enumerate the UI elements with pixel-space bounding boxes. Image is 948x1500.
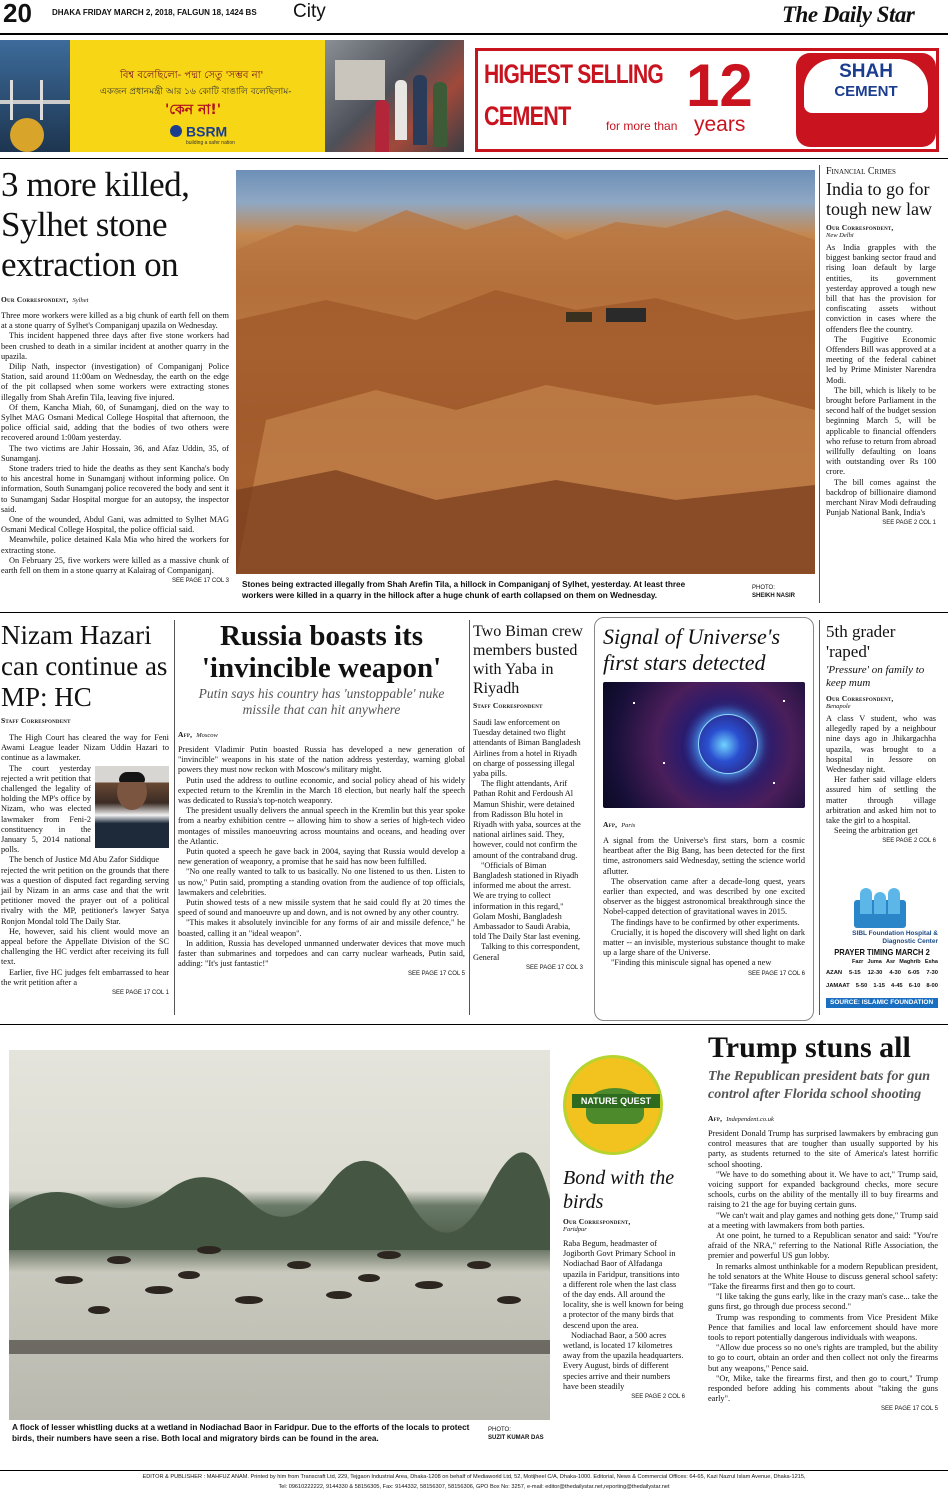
nizam-p6: Earlier, five HC judges felt embarrassed to hear the writ petition after a	[1, 967, 169, 987]
sylhet-p3: Dilip Nath, inspector (investigation) of Companiganj Police Station, said around 11:00am on Wednesday, the earth on the edge of the pit collapsed when some workers were extracting stones illegally from Shah Arefin Tila, leaving five injured.	[1, 362, 229, 402]
col-rule-1	[819, 165, 820, 603]
bsrm-logo	[170, 122, 235, 146]
india-byline: Our Correspondent,	[826, 223, 894, 232]
universe-byline: Afp,	[603, 820, 618, 829]
birds-credit-label: PHOTO:	[488, 1427, 511, 1433]
universe-p3: The findings have to be confirmed by other experiments.	[611, 917, 800, 927]
india-body	[826, 243, 936, 518]
sylhet-headline: 3 more killed, Sylhet stone extraction on	[1, 165, 190, 284]
prayer-header-fazr: Fazr	[852, 959, 864, 965]
nizam-byline: Staff Correspondent	[1, 716, 71, 725]
cement-line2: CEMENT	[484, 101, 571, 131]
universe-story	[594, 617, 814, 1021]
quarry-credit-label: PHOTO:	[752, 585, 775, 591]
nizam-p1: The High Court has cleared the way for Feni Awami League leader Nizam Uddin Hazari to continue as a lawmaker.	[1, 733, 169, 763]
shah-cement-ad[interactable]	[475, 48, 939, 152]
sylhet-p8: Meanwhile, police detained Kala Mia who hired the workers for extracting stone.	[1, 535, 229, 555]
grader-p1: A class V student, who was allegedly raped by a neighbour nine days ago in Jhikargachha upazila, was brought to a hospital in Jessore on Wednesday night.	[826, 714, 936, 775]
trump-story	[708, 1030, 938, 1412]
cement-for-more-than: for more than	[606, 119, 678, 133]
prayer-jamaat-juma: 1-15	[873, 983, 886, 989]
prayer-jamaat-row	[826, 983, 938, 989]
india-headline: India to go for tough new law	[826, 179, 932, 219]
universe-byline-place: Paris	[621, 822, 636, 829]
russia-byline-place: Moscow	[196, 732, 218, 739]
russia-body	[178, 745, 465, 969]
cement-years: years	[694, 113, 746, 136]
india-kicker: Financial Crimes	[826, 166, 896, 177]
trump-deck: The Republican president bats for gun control after Florida school shooting	[708, 1069, 931, 1102]
bsrm-tagline: building a safer nation	[186, 140, 235, 146]
nizam-p4: rejected the writ petition on the grounds that there was a question of disputed fact regarding serving jail by Nizam in an arms case and that the writ petitioner moved the prayer out of a political rivalry with the MP, petitioner's lawyer Satya Ronjon Mondal told The Daily Star.	[1, 865, 169, 926]
imprint-line-2: Tel: 09610222222, 9144330 & 58156305, Fax: 9144332, 58156307, 58156306, GPO Box No: 3257, e-mail: editor@thedailystar.net,reporting@thedailystar.net	[278, 1484, 670, 1490]
biman-headline: Two Biman crew members busted with Yaba in Riyadh	[473, 623, 583, 697]
lower-rule	[0, 1024, 948, 1025]
prayer-azan-row	[826, 970, 938, 976]
grader-see-page[interactable]: SEE PAGE 2 COL 6	[882, 838, 936, 845]
universe-p1: A signal from the Universe's first stars, born a cosmic heartbeat after the Big Bang, has been detected for the first time, astronomers said Wednesday, setting the science world aflutter.	[603, 836, 805, 876]
sylhet-see-page[interactable]: SEE PAGE 17 COL 3	[171, 578, 229, 585]
universe-see-page[interactable]: SEE PAGE 17 COL 6	[747, 970, 805, 977]
imprint-line-1: EDITOR & PUBLISHER : MAHFUZ ANAM. Printed by him from Transcraft Ltd, 229, Tejgaon Industrial Area, Dhaka-1208 on behalf of Mediaworld Ltd, 52, Motijheel C/A, Dhaka-1000. Editorial, News & Commercial Offices: 64-65, Kazi Nazrul Islam Avenue, Dhaka-1215,	[142, 1474, 806, 1480]
grader-byline-place: Benapole	[826, 703, 851, 710]
masthead-rule	[0, 33, 948, 35]
grader-p3: Seeing the arbitration get	[834, 826, 918, 836]
col-rule-3	[469, 620, 470, 1015]
trump-p9: "Or, Mike, take the firearms first, and then go to court," Trump responded before adding his comments about "taking the guns early".	[708, 1373, 938, 1404]
shah-logo-brand2: CEMENT	[834, 83, 898, 100]
birds-p1: Raba Begum, headmaster of Jogiborth Govt Primary School in Nodiachad Baor of Alfadanga upazila in Faridpur, transitions into a different role when the last class of the day ends. All around the locality, she is well known for being a protector of the many birds that descend upon the area.	[563, 1239, 684, 1330]
nizam-story	[1, 620, 169, 996]
shah-logo	[796, 53, 936, 147]
grader-byline: Our Correspondent,	[826, 694, 894, 703]
paper-name: The Daily Star	[782, 2, 915, 27]
grader-p2: Her father said village elders assured him of settling the matter through village arbitration and asked him not to take the girl to a hospital.	[826, 775, 936, 826]
russia-headline-2: 'invincible weapon'	[201, 652, 442, 684]
russia-p1: President Vladimir Putin boasted Russia has developed a new generation of "invincible" weapons in his state of the nation address yesterday, warning global powers they must now reckon with Moscow's military might.	[178, 745, 465, 775]
bsrm-bengali-line3: 'কেন না!'	[165, 102, 222, 118]
prayer-jamaat-esha: 8-00	[926, 983, 938, 989]
russia-see-page[interactable]: SEE PAGE 17 COL 5	[407, 971, 465, 978]
universe-p2: The observation came after a decade-long quest, years earlier than expected, and was described by one excited observer as the biggest astronomical breakthrough since the Nobel-capped detection of gravitational waves in 2015.	[603, 876, 805, 917]
sylhet-p1: Three more workers were killed as a big chunk of earth fell on them at a stone quarry of Sylhet's Companiganj upazila on Wednesday.	[1, 311, 229, 331]
bridge-graphic	[0, 40, 70, 152]
prayer-jamaat-asr: 4-45	[891, 983, 903, 989]
birds-credit-name: SUZIT KUMAR DAS	[488, 1435, 544, 1441]
nizam-body	[1, 733, 169, 988]
russia-headline-1: Russia boasts its	[219, 620, 424, 652]
bsrm-brand: BSRM	[186, 123, 228, 140]
sylhet-p4: Of them, Kancha Miah, 60, of Sunamganj, died on the way to Sylhet MAG Osmani Medical College Hospital that afternoon, the police official said, adding that the bodies of two others were recovered around 1:00am yesterday.	[1, 402, 229, 443]
cement-line1: HIGHEST SELLING	[484, 59, 664, 89]
nizam-p3: The bench of Justice Md Abu Zafor Siddique	[9, 855, 160, 865]
grader-story	[826, 622, 936, 844]
birds-drawing	[9, 1050, 550, 1420]
india-p1: As India grapples with the biggest banking sector fraud and rising loan default by large entities, its government yesterday approved a tough new bill that has the provision for confiscating assets without conviction in cases where the offenders flee the country.	[826, 243, 936, 334]
page-number: 20	[3, 0, 32, 28]
trump-byline: Afp,	[708, 1114, 723, 1123]
quarry-credit-name: SHEIKH NASIR	[752, 593, 796, 599]
russia-p3: The president usually delivers the annual speech in the Kremlin but this year spoke from a nearby exhibition centre -- allowing him to show a series of high-tech video montages of missiles manoeuvring across mountains and oceans, and heading over the Atlantic.	[178, 806, 465, 846]
quarry-credit	[752, 584, 812, 600]
india-story	[826, 166, 936, 526]
shah-logo-brand1: SHAH	[839, 61, 893, 82]
russia-p2: Putin used the address to outline economic, and social policy ahead of his widely expected return to the Kremlin in the March 18 election, but nearly half the speech was dedicated to Russia's top-notch weaponry.	[178, 775, 465, 806]
biman-p4: Talking to this correspondent, General	[473, 942, 580, 962]
birds-caption: A flock of lesser whistling ducks at a wetland in Nodiachad Baor in Faridpur. Due to the efforts of the locals to protect birds, their numbers have seen a rise. Both local and migratory birds can be found in the area.	[12, 1423, 470, 1443]
prayer-header-asr: Asr	[885, 959, 896, 965]
russia-p6: Putin showed tests of a new missile system that he said could fly at 20 times the speed of sound and manoeuvre up and down, and is not owned by any other country.	[178, 898, 465, 918]
russia-story	[178, 620, 465, 977]
dateline: DHAKA FRIDAY MARCH 2, 2018, FALGUN 18, 1424 BS	[52, 8, 257, 17]
prayer-jamaat-label: JAMAAT	[826, 983, 850, 989]
grader-body	[826, 714, 936, 836]
prayer-source: SOURCE: ISLAMIC FOUNDATION	[826, 998, 938, 1008]
sylhet-p2: This incident happened three days after five stone workers had been crushed to death in a similar incident at another quarry in the upazila.	[1, 331, 229, 361]
universe-p4: Crucially, it is hoped the discovery will shed light on dark matter -- an invisible, mysterious substance thought to make up a large share of the Universe.	[603, 927, 805, 958]
sylhet-byline-place: Sylhet	[72, 297, 89, 304]
prayer-headers	[852, 959, 938, 965]
footer-rule	[0, 1470, 948, 1471]
trump-see-page[interactable]: SEE PAGE 17 COL 5	[880, 1406, 938, 1413]
trump-headline: Trump stuns all	[708, 1031, 911, 1064]
prayer-azan-juma: 12-30	[867, 970, 883, 976]
universe-image	[603, 682, 805, 808]
nizam-portrait	[95, 766, 169, 848]
hospital-logo	[854, 888, 906, 928]
grader-deck: 'Pressure' on family to keep mum	[826, 664, 925, 689]
prayer-azan-asr: 4-30	[889, 970, 901, 976]
sylhet-p5: The two victims are Jahir Hossain, 36, and Afaz Uddin, 35, of Sunamganj.	[1, 443, 229, 463]
trump-body	[708, 1129, 938, 1404]
nizam-p5: He, however, said his client would move an appeal before the Appellate Division of the SC challenging the HC verdict after receiving its full text.	[1, 926, 169, 967]
sylhet-p7: One of the wounded, Abdul Gani, was admitted to Sylhet MAG Osmani Medical College Hospital, the police official said.	[1, 515, 229, 535]
biman-body	[473, 718, 583, 963]
nizam-headline: Nizam Hazari can continue as MP: HC	[1, 620, 168, 712]
trump-p1: President Donald Trump has surprised lawmakers by embracing gun control measures that are tougher than usually supported by his party, as students returned to the site of America's latest horrific school shooting.	[708, 1129, 938, 1169]
russia-p7: "This makes it absolutely invincible for any forms of air and missile defence," he boasted, calling it an "ideal weapon".	[178, 918, 465, 938]
birds-byline: Our Correspondent,	[563, 1217, 631, 1226]
universe-headline: Signal of Universe's first stars detected	[603, 624, 781, 675]
trump-p4: At one point, he turned to a Republican senator and said: "You're afraid of the NRA," referring to the National Rifle Association, the premier and powerful US gun lobby.	[708, 1231, 938, 1261]
india-p3: The bill, which is likely to be brought before Parliament in the second half of the budget session beginning March 5, will be applicable to financial offenders who refuse to return from abroad willfully defaulting on loans with outstanding over Rs 100 crore.	[826, 385, 936, 477]
trump-p7: Trump was responding to comments from Vice President Mike Pence that families and local law enforcement should have more tools to report potentially dangerous individuals with weapons.	[708, 1312, 938, 1343]
india-p2: The Fugitive Economic Offenders Bill was approved at a meeting of the federal cabinet led by Prime Minister Narendra Modi.	[826, 334, 936, 385]
russia-deck: Putin says his country has 'unstoppable' nuke missile that can hit anywhere	[198, 686, 445, 717]
prayer-box	[826, 868, 938, 1018]
prayer-azan-label: AZAN	[826, 970, 843, 976]
nizam-p2: The court yesterday rejected a writ petition that challenged the legality of holding the MP's office by Nizam, who was elected lawmaker from Feni-2 constituency in the January 5, 2014 national polls.	[1, 763, 91, 855]
biman-byline: Staff Correspondent	[473, 701, 543, 710]
trump-p3: "We can't wait and play games and nothing gets done," Trump said at a meeting with lawmakers from both parties.	[708, 1210, 938, 1230]
russia-p4: Putin quoted a speech he gave back in 2004, saying that Russia would develop a new generation of weaponry, a promise that he said has now been fulfilled.	[178, 847, 465, 867]
sylhet-p9: On February 25, five workers were killed as a massive chunk of earth fell on them in a stone quarry at Kalairag of Companiganj.	[1, 555, 229, 576]
russia-byline: Afp,	[178, 730, 193, 739]
biman-p3: "Officials of Biman Bangladesh stationed in Riyadh informed me about the arrest. We are trying to collect information in this regard," Golam Moshi, Bangladesh Ambassador to Saudi Arabia, told The Daily Star last evening.	[473, 860, 581, 942]
prayer-azan-maghrib: 6-05	[907, 970, 920, 976]
ad-photo	[325, 40, 464, 152]
col-rule-4	[819, 620, 820, 1015]
prayer-header-esha: Esha	[924, 959, 938, 965]
universe-p5: "Finding this miniscule signal has opened a new	[611, 958, 772, 968]
ad-rule	[0, 158, 948, 159]
bsrm-ad[interactable]	[0, 40, 464, 152]
prayer-jamaat-maghrib: 6-10	[908, 983, 921, 989]
bsrm-yellow-panel	[70, 40, 325, 152]
cement-number: 12	[686, 52, 753, 119]
birds-body	[563, 1239, 685, 1392]
india-see-page[interactable]: SEE PAGE 2 COL 1	[882, 520, 936, 527]
quarry-drawing	[236, 170, 815, 574]
prayer-azan-esha: 7-30	[926, 970, 938, 976]
prayer-azan-fazr: 5-15	[849, 970, 861, 976]
birds-credit	[488, 1426, 558, 1442]
universe-body	[603, 836, 805, 969]
col-rule-2	[174, 620, 175, 1015]
mid-rule	[0, 612, 948, 613]
sylhet-body	[1, 311, 229, 576]
prayer-sponsor: SIBL Foundation Hospital & Diagnostic Center	[852, 930, 938, 945]
biman-story	[473, 622, 583, 971]
prayer-header-maghrib: Maghrib	[899, 959, 921, 965]
nature-quest-logo	[563, 1055, 663, 1155]
birds-see-page[interactable]: SEE PAGE 2 COL 6	[631, 1394, 685, 1401]
trump-p8: "Allow due process so no one's rights are trampled, but the ability to go to court, obtain an order and then collect not only the firearms but any weapons," Pence said.	[708, 1343, 938, 1373]
prayer-title: PRAYER TIMING MARCH 2	[834, 948, 930, 957]
birds-p2: Nodiachad Baor, a 500 acres wetland, is located 17 kilometres away from the upazila headquarters. Every August, birds of different species arrive and their numbers have been steadily	[563, 1330, 684, 1391]
birds-headline: Bond with the birds	[563, 1167, 675, 1213]
birds-byline-place: Faridpur	[563, 1226, 587, 1233]
nizam-see-page[interactable]: SEE PAGE 17 COL 1	[111, 990, 169, 997]
bsrm-bengali-line1: বিশ্ব বলেছিলো- পদ্মা সেতু 'সম্ভব না'	[120, 70, 264, 81]
biman-see-page[interactable]: SEE PAGE 17 COL 3	[525, 964, 583, 971]
bsrm-bengali-line2: একজন প্রধানমন্ত্রী আর ১৬ কোটি বাঙালি বলেছিলাম-	[100, 87, 292, 97]
section-name: City	[293, 1, 326, 22]
prayer-jamaat-fazr: 5-50	[855, 983, 868, 989]
trump-p6: "I like taking the guns early, like in the crazy man's case... take the guns first, go through due process second."	[708, 1292, 938, 1312]
birds-photo	[9, 1050, 550, 1420]
trump-p2: "We have to do something about it. We have to act," Trump said, voicing support for expanded background checks, more secure schools, curbs on the ability of the mentally ill to buy firearms and raising to 21 the age for buying certain guns.	[708, 1169, 938, 1210]
trump-byline-place: Independent.co.uk	[726, 1116, 774, 1123]
russia-p5: "No one really wanted to talk to us basically. No one listened to us then. Listen to us now," Putin said, prompting a standing ovation from the audience of top officials, lawmakers and celebrities.	[178, 867, 465, 897]
bsrm-logo-icon	[170, 125, 182, 137]
nature-quest-story	[563, 1166, 685, 1400]
sylhet-story	[1, 165, 229, 584]
india-p4: The bill comes against the backdrop of billionaire diamond merchant Nirav Modi defrauding Punjab National Bank, India's	[826, 477, 936, 518]
russia-p8: In addition, Russia has developed unmanned underwater devices that move much faster than submarines and torpedoes and can carry nuclear warheads, Putin said, adding: "It's just fantastic!"	[178, 938, 465, 969]
biman-p1: Saudi law enforcement on Tuesday detained two flight attendants of Biman Bangladesh Airlines from a hotel in Riyadh on charge of possessing illegal yaba pills.	[473, 718, 581, 779]
quarry-photo	[236, 170, 815, 574]
sylhet-p6: Stone traders tried to hide the deaths as they sent Kancha's body to his ancestral home in Sunamganj without informing police. On information, South Sunamganj police recovered the body and sent it to Sunamganj Sadar Hospital morgue for an autopsy, the inspector said.	[1, 464, 229, 514]
nature-quest-logo-text: NATURE QUEST	[572, 1094, 660, 1108]
sylhet-byline: Our Correspondent,	[1, 295, 69, 304]
grader-headline: 5th grader 'raped'	[826, 622, 896, 661]
prayer-header-juma: Juma	[867, 959, 882, 965]
india-byline-place: New Delhi	[826, 232, 854, 239]
quarry-caption: Stones being extracted illegally from Shah Arefin Tila, a hillock in Companiganj of Sylhet, yesterday. At least three workers were killed in a quarry in the hillock after a huge chunk of earth collapsed on them on Wednesday.	[242, 580, 686, 600]
trump-p5: In remarks almost unthinkable for a modern Republican president, he told senators at the White House to discuss general school safety: "Take the firearms first and then go to court.	[708, 1261, 938, 1292]
biman-p2: The flight attendants, Arif Pathan Rohit and Ferdoush Al Mamun Shishir, were detained from Radisson Blu hotel in Riyadh with yaba, sources at the national airlines said. They, however, could not confirm the amount of the contraband drug.	[473, 779, 581, 860]
